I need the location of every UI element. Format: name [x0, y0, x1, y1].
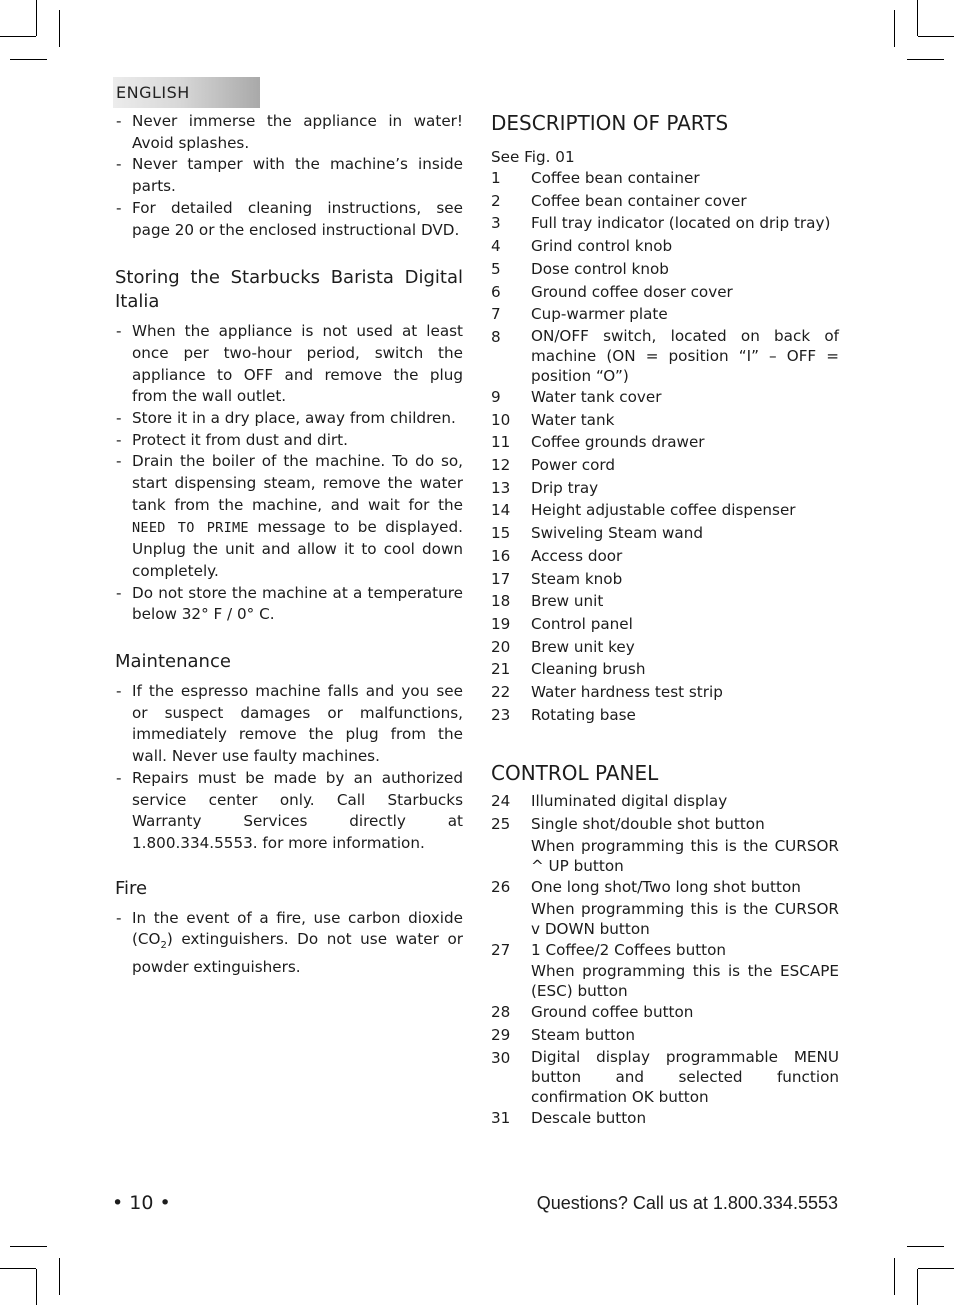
item-text: Dose control knob: [531, 259, 669, 278]
list-item: [491, 477, 839, 500]
item-text: Swiveling Steam wand: [531, 524, 704, 543]
item-number: 7: [491, 305, 501, 324]
list-item: [115, 451, 463, 582]
list-item-note: [491, 899, 839, 939]
item-text: Rotating base: [531, 705, 636, 724]
list-item: [491, 813, 839, 836]
list-item: - For detailed cleaning instructions, see page 20 or the enclosed instructional DVD.: [115, 198, 463, 241]
list-item: [491, 167, 839, 190]
list-item: [491, 658, 839, 681]
item-text: Full tray indicator (located on drip tray): [531, 214, 831, 233]
list-item: - Protect it from dust and dirt.: [115, 430, 463, 452]
list-item: [491, 499, 839, 522]
item-number: 18: [491, 592, 511, 611]
item-text: Grind control knob: [531, 237, 673, 256]
fire-list: [115, 908, 463, 979]
indent: [491, 836, 531, 876]
intro-list: [115, 111, 463, 241]
list-item: [491, 939, 839, 962]
list-item: [491, 281, 839, 304]
item-number: 3: [491, 214, 501, 233]
parts-list: [491, 167, 839, 726]
programming-note: When programming this is the CURSOR ^ UP button: [531, 836, 839, 875]
language-tab: ENGLISH: [113, 77, 260, 108]
control-panel-heading: CONTROL PANEL: [491, 761, 659, 786]
list-item: [491, 212, 839, 235]
programming-note: When programming this is the ESCAPE (ESC) button: [531, 962, 839, 1001]
drain-text-end: message to be displayed. Unplug the unit and allow it to cool down completely.: [132, 517, 463, 580]
list-item: [491, 1047, 839, 1107]
list-item: [491, 431, 839, 454]
contact-line: Questions? Call us at 1.800.334.5553: [536, 1193, 838, 1213]
item-number: 10: [491, 410, 511, 429]
list-item-note: [491, 961, 839, 1001]
item-text: Brew unit: [531, 592, 604, 611]
item-number: 13: [491, 478, 511, 497]
item-text: Drip tray: [531, 478, 599, 497]
list-item: [491, 790, 839, 813]
item-text: Steam button: [531, 1025, 635, 1044]
list-item-note: [491, 836, 839, 876]
left-column: [115, 111, 463, 979]
list-item: [491, 235, 839, 258]
item-text: Power cord: [531, 456, 616, 475]
item-number: 4: [491, 237, 501, 256]
list-item: [491, 590, 839, 613]
list-item: [491, 522, 839, 545]
item-number: 31: [491, 1108, 511, 1127]
item-number: 25: [491, 815, 511, 834]
list-item: [491, 876, 839, 899]
list-item: [491, 1001, 839, 1024]
list-item: [491, 545, 839, 568]
item-text: Ground coffee doser cover: [531, 282, 733, 301]
list-item: [491, 1107, 839, 1130]
list-item: [115, 908, 463, 979]
item-text: Illuminated digital display: [531, 792, 728, 811]
item-text: Digital display programmable MENU button and selected function confirmation OK button: [531, 1047, 839, 1106]
item-text: Water tank cover: [531, 387, 662, 406]
list-item: [491, 636, 839, 659]
fire-text: In the event of a fire, use carbon dioxide (CO: [132, 908, 463, 949]
item-number: 29: [491, 1025, 511, 1044]
indent: [491, 961, 531, 1001]
item-text: Descale button: [531, 1108, 647, 1127]
item-text: Brew unit key: [531, 637, 635, 656]
list-item: [491, 681, 839, 704]
fire-text-end: ) extinguishers. Do not use water or powder extinguishers.: [132, 930, 463, 977]
item-number: 20: [491, 637, 511, 656]
item-number: 8: [491, 327, 501, 346]
item-number: 23: [491, 705, 511, 724]
list-item: - When the appliance is not used at least once per two-hour period, switch the appliance to OFF and remove the plug from the wall outlet.: [115, 321, 463, 408]
item-number: 19: [491, 614, 511, 633]
page-number: • 10 •: [112, 1192, 171, 1214]
list-item: [491, 190, 839, 213]
item-text: Cleaning brush: [531, 660, 646, 679]
item-number: 1: [491, 169, 501, 187]
storing-list: [115, 321, 463, 626]
right-column: [491, 110, 839, 1129]
item-text: Water hardness test strip: [531, 683, 723, 702]
item-number: 11: [491, 433, 511, 452]
item-number: 9: [491, 387, 501, 406]
list-item: - Store it in a dry place, away from children.: [115, 408, 463, 430]
list-item: [491, 568, 839, 591]
list-item: [491, 258, 839, 281]
item-number: 28: [491, 1003, 511, 1022]
item-number: 22: [491, 683, 511, 702]
list-item: - Repairs must be made by an authorized service center only. Call Starbucks Warranty Services directly at 1.800.334.5553. for more information.: [115, 768, 463, 855]
parts-heading: DESCRIPTION OF PARTS: [491, 111, 729, 135]
item-text: Coffee grounds drawer: [531, 433, 705, 452]
list-item: - Never tamper with the machine’s inside parts.: [115, 154, 463, 197]
item-number: 14: [491, 501, 511, 520]
item-text: Steam knob: [531, 569, 623, 588]
item-text: Water tank: [531, 410, 615, 429]
item-number: 27: [491, 940, 511, 959]
item-text: Control panel: [531, 614, 633, 633]
drain-text: Drain the boiler of the machine. To do so, start dispensing steam, remove the water tank from the machine, and wait for the: [132, 452, 463, 514]
item-text: Coffee bean container: [531, 169, 700, 187]
item-number: 2: [491, 191, 501, 210]
item-number: 24: [491, 792, 511, 811]
list-item: [491, 386, 839, 409]
list-item: - If the espresso machine falls and you see or suspect damages or malfunctions, immediately remove the plug from the wall. Never use faulty machines.: [115, 681, 463, 768]
item-text: One long shot/Two long shot button: [531, 877, 801, 896]
list-item: [491, 613, 839, 636]
subscript: 2: [160, 940, 167, 952]
item-number: 5: [491, 259, 501, 278]
item-number: 6: [491, 282, 501, 301]
storing-heading: Storing the Starbucks Barista Digital Italia: [115, 267, 463, 313]
item-number: 12: [491, 456, 511, 475]
item-text: 1 Coffee/2 Coffees button: [531, 940, 727, 959]
indent: [491, 899, 531, 939]
item-number: 16: [491, 546, 511, 565]
list-item: - Do not store the machine at a temperature below 32° F / 0° C.: [115, 583, 463, 626]
item-text: Access door: [531, 546, 623, 565]
item-number: 26: [491, 877, 511, 896]
item-number: 21: [491, 660, 511, 679]
item-text: ON/OFF switch, located on back of machine (ON = position “I” – OFF = position “O”): [531, 326, 839, 385]
item-text: Cup-warmer plate: [531, 305, 668, 324]
list-item: - Never immerse the appliance in water! Avoid splashes.: [115, 111, 463, 154]
list-item: [491, 326, 839, 386]
figure-reference: See Fig. 01: [491, 148, 575, 166]
list-item: [491, 704, 839, 727]
item-number: 15: [491, 524, 511, 543]
programming-note: When programming this is the CURSOR v DOWN button: [531, 899, 839, 938]
item-text: Coffee bean container cover: [531, 191, 747, 210]
fire-heading: Fire: [115, 877, 148, 899]
list-item: [491, 1024, 839, 1047]
item-number: 17: [491, 569, 511, 588]
item-text: Height adjustable coffee dispenser: [531, 501, 796, 520]
list-item: [491, 409, 839, 432]
controls-list: [491, 790, 839, 1129]
list-item: [491, 454, 839, 477]
item-text: Ground coffee button: [531, 1003, 694, 1022]
display-message: NEED TO PRIME: [132, 519, 249, 536]
item-number: 30: [491, 1048, 511, 1067]
item-text: Single shot/double shot button: [531, 815, 765, 834]
list-item: [491, 303, 839, 326]
maintenance-list: [115, 681, 463, 855]
maintenance-heading: Maintenance: [115, 651, 231, 673]
